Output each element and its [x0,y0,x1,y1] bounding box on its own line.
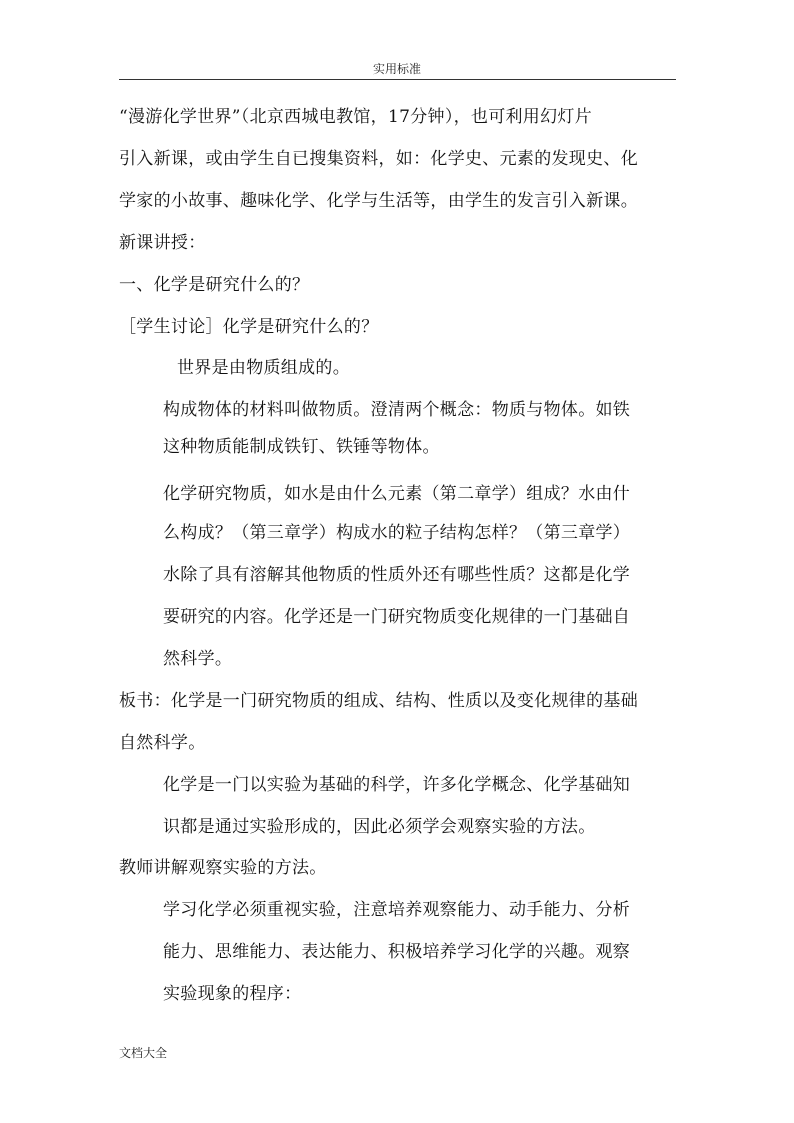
text-line: “漫游化学世界”（北京西城电教馆，17分钟），也可利用幻灯片 [119,107,593,127]
text-line: 化学是一门以实验为基础的科学，许多化学概念、化学基础知 [163,775,631,795]
text-line: 自然科学。 [119,733,206,753]
header-divider [119,79,676,80]
text-line: 能力、思维能力、表达能力、积极培养学习化学的兴趣。观察 [163,942,631,962]
text-line: 构成物体的材料叫做物质。澄清两个概念：物质与物体。如铁 [163,400,631,420]
text-line: 化学研究物质，如水是由什么元素（第二章学）组成？水由什 [163,484,631,504]
text-line: 学习化学必须重视实验，注意培养观察能力、动手能力、分析 [163,900,631,920]
page-footer: 文档大全 [119,1046,168,1060]
text-line: 新课讲授： [119,233,206,253]
page-header: 实用标准 [372,62,421,76]
blackboard-note: 板书：化学是一门研究物质的组成、结构、性质以及变化规律的基础 [119,691,638,711]
section-heading: 一、化学是研究什么的？ [119,275,310,295]
text-line: 这种物质能制成铁钉、铁锤等物体。 [163,437,440,457]
text-line: 学家的小故事、趣味化学、化学与生活等，由学生的发言引入新课。 [119,191,638,211]
text-line: 教师讲解观察实验的方法。 [119,858,327,878]
text-line: 么构成？（第三章学）构成水的粒子结构怎样？（第三章学） [163,523,631,543]
text-line: 世界是由物质组成的。 [177,358,350,378]
text-line: 然科学。 [163,649,233,669]
text-line: 实验现象的程序： [163,984,302,1004]
text-line: ［学生讨论］化学是研究什么的？ [119,317,379,337]
text-line: 引入新课，或由学生自已搜集资料，如：化学史、元素的发现史、化 [119,149,638,169]
text-line: 要研究的内容。化学还是一门研究物质变化规律的一门基础自 [163,607,631,627]
text-line: 识都是通过实验形成的，因此必须学会观察实验的方法。 [163,817,596,837]
text-line: 水除了具有溶解其他物质的性质外还有哪些性质？这都是化学 [163,565,631,585]
